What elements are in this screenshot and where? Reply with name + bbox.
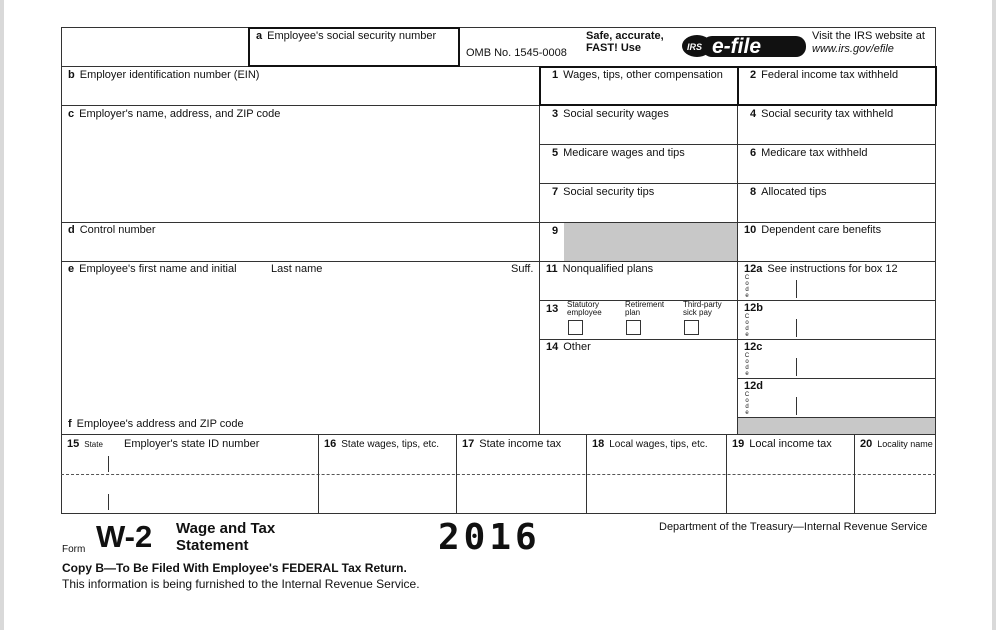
code-tick-12b: [796, 319, 797, 337]
box-12c-label: 12c: [744, 341, 763, 353]
title-line1: Wage and Tax: [176, 520, 276, 537]
left-frame-edge: [0, 0, 4, 630]
box-d-label: d Control number: [68, 224, 156, 236]
box-e-suffix-label: Suff.: [511, 263, 534, 275]
box-6-label: 6 Medicare tax withheld: [750, 147, 868, 159]
furnished-text: This information is being furnished to the Internal Revenue Service.: [62, 577, 420, 591]
box-13-label: 13: [546, 303, 559, 315]
box-7-label: 7 Social security tips: [552, 186, 655, 198]
box-15-label: 15 State: [67, 438, 103, 450]
col-line-20: [854, 434, 855, 514]
box-12b-code-text: Code: [744, 314, 750, 338]
safe-accurate-line2: FAST! Use: [586, 42, 642, 54]
tax-year: 2016: [438, 517, 541, 558]
box-3-label: 3 Social security wages: [552, 108, 669, 120]
col-line-mid: [539, 66, 540, 435]
box-12a-label: 12a See instructions for box 12: [744, 263, 898, 275]
box-12b-label: 12b: [744, 302, 763, 314]
statutory-employee-checkbox[interactable]: [568, 320, 583, 335]
col-line-16: [318, 434, 319, 514]
box-c-label: c Employer's name, address, and ZIP code: [68, 108, 281, 120]
visit-irs-line2: www.irs.gov/efile: [812, 43, 894, 55]
box-a-label: a Employee's social security number: [256, 30, 437, 42]
form-bottom-border: [61, 513, 936, 514]
col-line-17: [456, 434, 457, 514]
box-20-label: 20 Locality name: [860, 438, 933, 450]
row-line-12d: [737, 378, 936, 379]
box-14-label: 14 Other: [546, 341, 591, 353]
box-18-label: 18 Local wages, tips, etc.: [592, 438, 708, 450]
state-tick-2: [108, 494, 109, 510]
box-12c-code-text: Code: [744, 353, 750, 377]
box-16-label: 16 State wages, tips, etc.: [324, 438, 440, 450]
row-line-state: [61, 434, 936, 435]
box-13-statutory-label: Statutory employee: [567, 300, 602, 317]
svg-text:IRS: IRS: [687, 42, 703, 52]
row-line-e: [61, 261, 936, 262]
col-line-right: [737, 66, 738, 435]
form-word: Form: [62, 544, 86, 555]
box-11-label: 11 Nonqualified plans: [546, 263, 654, 275]
box-2-label: 2 Federal income tax withheld: [750, 69, 899, 81]
box-13-retirement-label: Retirement plan: [625, 300, 665, 317]
box-4-label: 4 Social security tax withheld: [750, 108, 894, 120]
svg-text:e-file: e-file: [712, 35, 762, 58]
box-8-label: 8 Allocated tips: [750, 186, 827, 198]
omb-number: OMB No. 1545-0008: [466, 47, 567, 59]
box-5-label: 5 Medicare wages and tips: [552, 147, 685, 159]
box-10-label: 10 Dependent care benefits: [744, 224, 882, 236]
box-9-label: 9: [552, 225, 559, 237]
col-line-19: [726, 434, 727, 514]
box-17-label: 17 State income tax: [462, 438, 562, 450]
irs-efile-logo: [680, 33, 806, 59]
form-name-w2: W-2: [96, 519, 153, 554]
code-tick-12c: [796, 358, 797, 376]
right-frame-edge: [992, 0, 996, 630]
code-tick-12a: [796, 280, 797, 298]
retirement-plan-checkbox[interactable]: [626, 320, 641, 335]
row-line-d: [61, 222, 936, 223]
box-12d-label: 12d: [744, 380, 763, 392]
box-12d-code-text: Code: [744, 392, 750, 416]
box-19-label: 19 Local income tax: [732, 438, 832, 450]
box-f-label: f Employee's address and ZIP code: [68, 418, 244, 430]
state-row-dashed-line: [61, 474, 936, 475]
state-tick-1: [108, 456, 109, 472]
box-1-label: 1 Wages, tips, other compensation: [552, 69, 723, 81]
form-top-border: [61, 27, 936, 28]
visit-irs-line1: Visit the IRS website at: [812, 30, 925, 42]
third-party-sick-pay-checkbox[interactable]: [684, 320, 699, 335]
box-e-label: e Employee's first name and initial: [68, 263, 237, 275]
form-left-border: [61, 27, 62, 514]
box-9-shaded: [564, 223, 737, 261]
box-15-state-id-label: Employer's state ID number: [124, 438, 260, 450]
copy-b-text: Copy B—To Be Filed With Employee's FEDERAL Tax Return.: [62, 561, 407, 575]
safe-accurate-line1: Safe, accurate,: [586, 30, 664, 42]
box-e-last-name-label: Last name: [271, 263, 323, 275]
box-12-shaded-bottom: [738, 418, 935, 434]
box-13-thirdparty-label: Third-party sick pay: [683, 300, 722, 317]
department-treasury: Department of the Treasury—Internal Revenue Service: [659, 521, 928, 533]
title-line2: Statement: [176, 537, 249, 554]
box-12a-code-text: Code: [744, 275, 750, 299]
box-b-label: b Employer identification number (EIN): [68, 69, 260, 81]
col-line-18: [586, 434, 587, 514]
code-tick-12d: [796, 397, 797, 415]
